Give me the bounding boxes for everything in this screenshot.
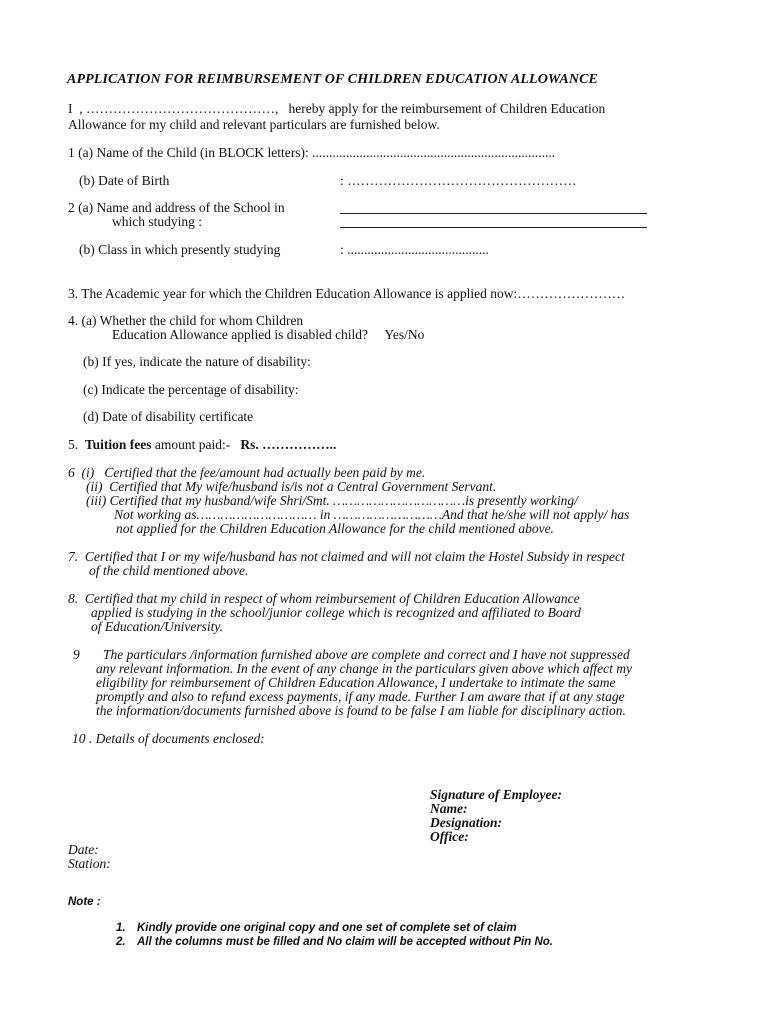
certification-7-line-2: of the child mentioned above.	[89, 563, 249, 578]
note-item-2: All the columns must be filled and No claim will be accepted without Pin No.	[137, 936, 553, 948]
tuition-fees-line	[68, 437, 336, 453]
certification-8-line-2: applied is studying in the school/junior college which is recognized and affiliated to Board	[91, 605, 581, 620]
certification-8-line-3: of Education/University.	[91, 619, 223, 634]
school-address-line-2	[340, 227, 647, 228]
certification-8-line-1: 8. Certified that my child in respect of whom reimbursement of Children Education Allowance	[68, 591, 580, 606]
disabled-child-q-line-1: 4. (a) Whether the child for whom Children	[68, 313, 304, 328]
amount-paid-label: amount paid:-	[151, 437, 241, 452]
note-item-2-number: 2.	[116, 936, 126, 948]
disabled-child-q-line-2: Education Allowance applied is disabled child? Yes/No	[112, 327, 425, 342]
school-label-line-1: 2 (a) Name and address of the School in	[68, 200, 285, 215]
disability-percentage: (c) Indicate the percentage of disability:	[83, 382, 299, 397]
note-label: Note :	[68, 896, 101, 908]
intro-line-1: I , ……………………………………, hereby apply for the reimbursement of Children Education	[68, 101, 606, 116]
note-item-1: Kindly provide one original copy and one set of complete set of claim	[137, 922, 517, 934]
form-title: APPLICATION FOR REIMBURSEMENT OF CHILDREN EDUCATION ALLOWANCE	[67, 72, 598, 87]
declaration-9-line-3: eligibility for reimbursement of Children Education Allowance, I undertake to intimate the same	[96, 675, 616, 690]
date-of-birth-field: : ……………………………………………	[340, 173, 577, 188]
employee-office-label: Office:	[430, 829, 469, 844]
date-label: Date:	[68, 842, 99, 857]
certification-6-iii-line-3: not applied for the Children Education Allowance for the child mentioned above.	[116, 521, 554, 536]
certification-6-iii: (iii) Certified that my husband/wife Shri/Smt. ……………………………is presently working/	[86, 493, 578, 508]
school-label-line-2: which studying :	[112, 214, 202, 229]
academic-year-field: 3. The Academic year for which the Children Education Allowance is applied now:……………………	[68, 286, 626, 301]
declaration-9-line-1: The particulars /information furnished above are complete and correct and I have not suppressed	[103, 647, 630, 662]
tuition-fees-label: Tuition fees	[84, 437, 152, 452]
child-name-field: 1 (a) Name of the Child (in BLOCK letters): ........................................................................	[68, 145, 556, 160]
item-5-number: 5.	[68, 437, 85, 452]
declaration-9-line-5: the information/documents furnished above is found to be false I am liable for disciplinary action.	[96, 703, 626, 718]
employee-name-label: Name:	[430, 801, 468, 816]
class-field: : ..........................................	[340, 242, 489, 257]
declaration-9-line-2: any relevant information. In the event of any change in the particulars given above which affect my	[96, 661, 632, 676]
certification-6-ii: (ii) Certified that My wife/husband is/is not a Central Government Servant.	[86, 479, 497, 494]
signature-of-employee-label: Signature of Employee:	[430, 787, 562, 802]
class-label: (b) Class in which presently studying	[79, 242, 281, 257]
certification-6-i: 6 (i) Certified that the fee/amount had actually been paid by me.	[68, 465, 426, 480]
amount-field: Rs. ……………..	[240, 437, 337, 452]
station-label: Station:	[68, 856, 111, 871]
employee-designation-label: Designation:	[430, 815, 503, 830]
disability-certificate-date: (d) Date of disability certificate	[83, 409, 254, 424]
intro-line-2: Allowance for my child and relevant particulars are furnished below.	[68, 117, 440, 132]
school-address-line-1	[340, 213, 647, 214]
declaration-9-line-4: promptly and also to refund excess payments, if any made. Further I am aware that if at any stage	[96, 689, 625, 704]
note-item-1-number: 1.	[116, 922, 126, 934]
certification-6-iii-line-2: Not working as………………………… in ………………………And that he/she will not apply/ has	[114, 507, 630, 522]
declaration-9-number: 9	[73, 647, 80, 662]
date-of-birth-label: (b) Date of Birth	[79, 173, 170, 188]
certification-7-line-1: 7. Certified that I or my wife/husband has not claimed and will not claim the Hostel Subsidy in respect	[68, 549, 625, 564]
documents-enclosed-label: 10 . Details of documents enclosed:	[72, 731, 265, 746]
disability-nature: (b) If yes, indicate the nature of disability:	[83, 354, 311, 369]
